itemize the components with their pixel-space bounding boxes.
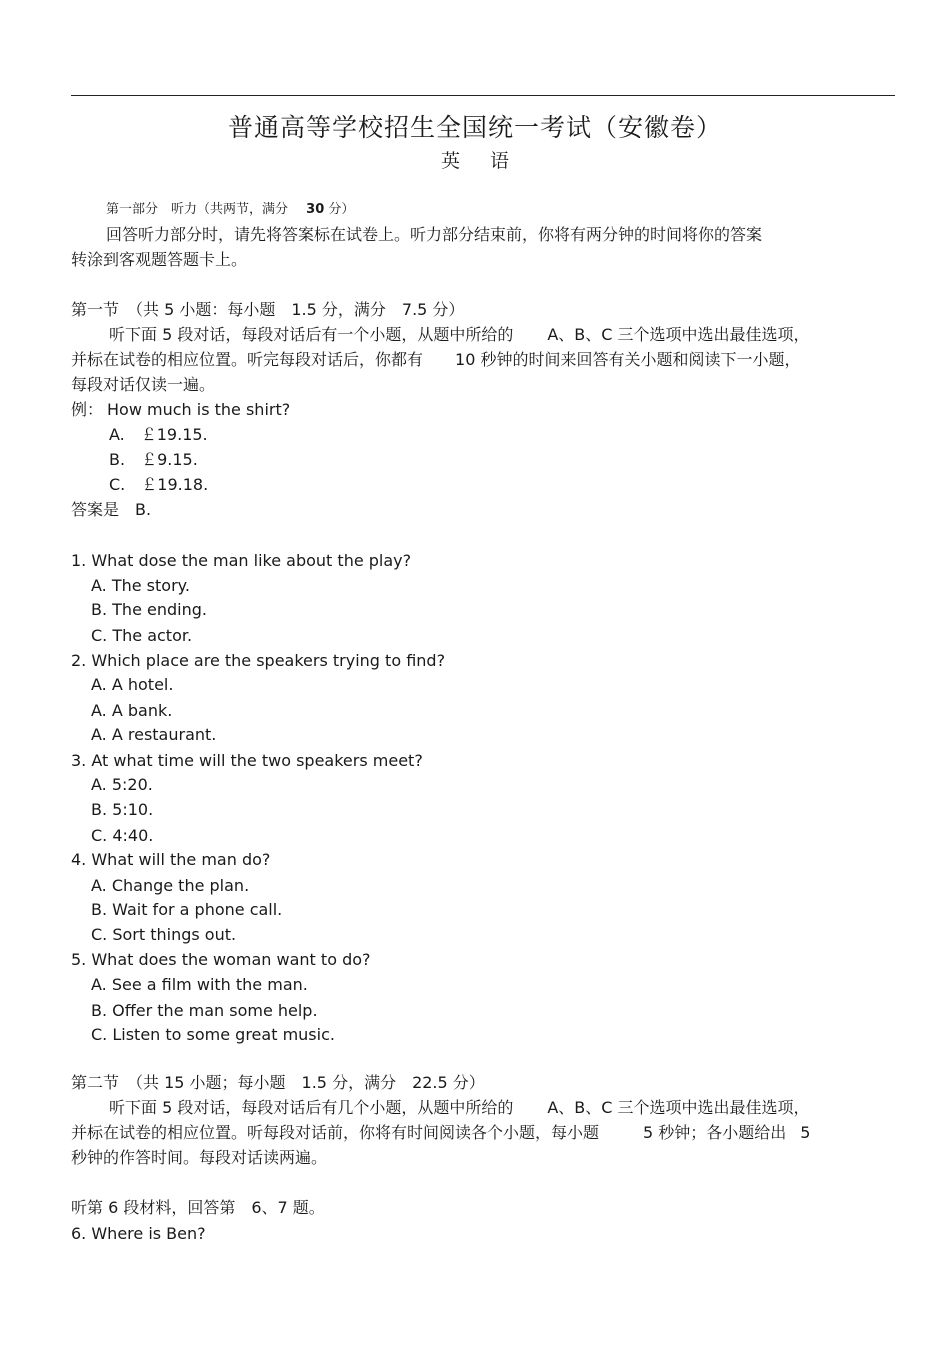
question-stem: 2. Which place are the speakers trying to find? [71,651,446,670]
section1-instruction-line1 [109,325,810,345]
question-option: A. A bank. [91,701,173,720]
section1-instr-2b: 10 秒钟的时间来回答有关小题和阅读下一小题， [455,350,801,369]
question-option: A. See a film with the man. [91,975,308,994]
example-question [71,400,290,420]
part1-score: 30 [306,202,325,217]
part1-instruction-line2: 转涂到客观题答题卡上。 [71,250,248,269]
section1-instruction-line2 [71,350,800,370]
section1-heading: 第一节 （共 5 小题：每小题 1.5 分，满分 7.5 分） [71,300,465,319]
question-stem: 6. Where is Ben? [71,1224,206,1243]
example-answer: 答案是 B. [71,500,152,519]
material-note: 听第 6 段材料，回答第 6、7 题。 [71,1198,325,1217]
section2-instr-2a: 并标在试卷的相应位置。听每段对话前，你将有时间阅读各个小题，每小题 [71,1123,600,1142]
question-option: B. 5:10. [91,800,154,819]
section2-instruction-line3: 秒钟的作答时间。每段对话读两遍。 [71,1148,328,1167]
exam-title: 普通高等学校招生全国统一考试（安徽卷） [227,113,722,142]
section2-instr-2b: 5 秒钟；各小题给出 [643,1123,787,1142]
question-stem: 4. What will the man do? [71,850,271,869]
question-stem: 5. What does the woman want to do? [71,950,371,969]
question-stem: 3. At what time will the two speakers meet? [71,751,423,770]
question-option: C. Sort things out. [91,925,237,944]
example-prefix: 例： [71,400,104,419]
section2-instr-2c: 5 [800,1123,811,1142]
section2-instruction-line1 [109,1098,810,1118]
section1-instr-1b: A、B、C 三个选项中选出最佳选项， [547,325,810,344]
question-option: A. 5:20. [91,775,153,794]
section1-instr-2a: 并标在试卷的相应位置。听完每段对话后，你都有 [71,350,424,369]
example-option: A. ￡19.15. [109,425,208,444]
section2-heading: 第二节 （共 15 小题；每小题 1.5 分，满分 22.5 分） [71,1073,485,1092]
question-option: C. The actor. [91,626,193,645]
part1-label: 第一部分 听力（共两节，满分 [106,202,289,217]
section2-instr-1a: 听下面 5 段对话，每段对话后有几个小题，从题中所给的 [109,1098,514,1117]
example-stem: How much is the shirt? [107,400,291,419]
subject-title: 英 语 [440,150,522,172]
example-option: B. ￡9.15. [109,450,198,469]
question-option: B. Wait for a phone call. [91,900,283,919]
section1-instruction-line3: 每段对话仅读一遍。 [71,375,216,394]
question-option: A. Change the plan. [91,876,250,895]
question-option: B. The ending. [91,600,207,619]
part1-heading [106,200,354,220]
part1-instruction-line1: 回答听力部分时，请先将答案标在试卷上。听力部分结束前，你将有两分钟的时间将你的答案 [106,225,763,244]
example-option: C. ￡19.18. [109,475,209,494]
question-option: B. Offer the man some help. [91,1001,318,1020]
question-option: A. A hotel. [91,675,174,694]
question-option: C. 4:40. [91,826,154,845]
question-option: A. The story. [91,576,190,595]
section1-instr-1a: 听下面 5 段对话，每段对话后有一个小题，从题中所给的 [109,325,514,344]
part1-label-end: 分） [328,202,355,217]
question-option: C. Listen to some great music. [91,1025,335,1044]
section2-instr-1b: A、B、C 三个选项中选出最佳选项， [547,1098,810,1117]
question-stem: 1. What dose the man like about the play? [71,551,412,570]
question-option: A. A restaurant. [91,725,217,744]
header-rule [71,95,895,96]
section2-instruction-line2 [71,1123,810,1143]
